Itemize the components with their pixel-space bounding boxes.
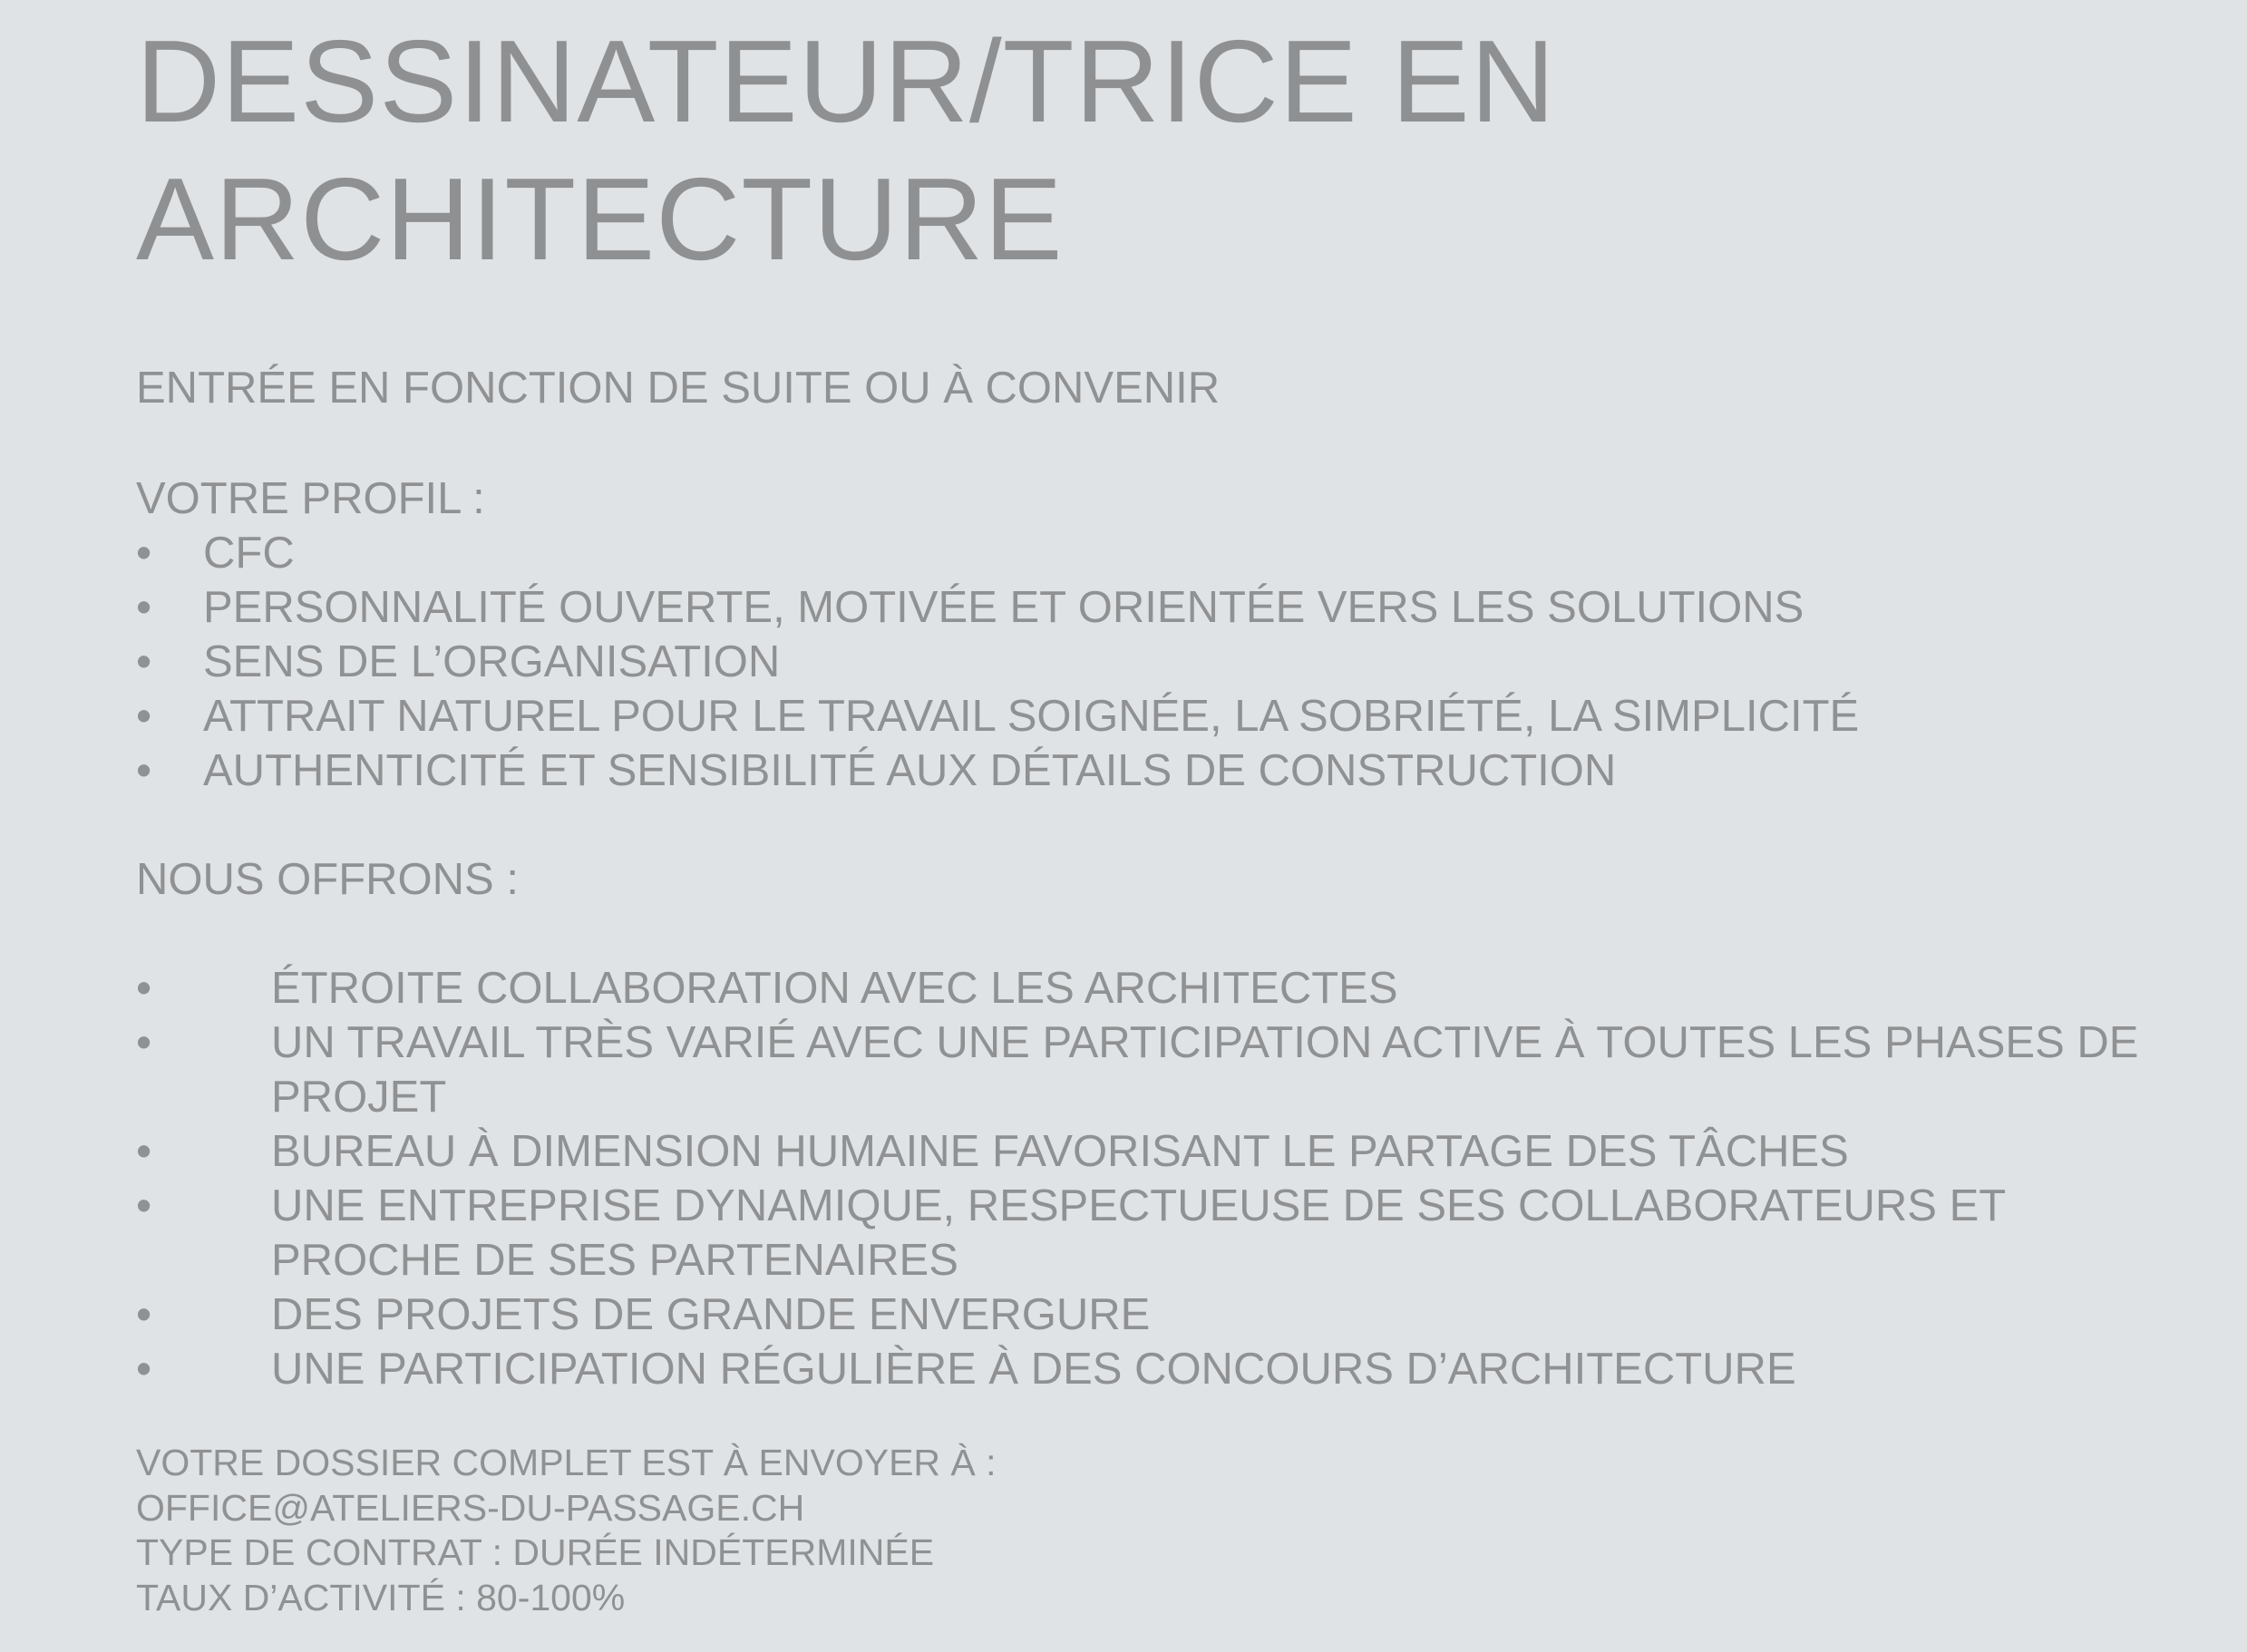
list-item-text: DES PROJETS DE GRANDE ENVERGURE — [271, 1290, 1151, 1339]
list-item-text: UN TRAVAIL TRÈS VARIÉ AVEC UNE PARTICIPATION ACTIVE À TOUTES LES PHASES DE PROJET — [271, 1018, 2139, 1122]
list-item-text: CFC — [203, 529, 295, 578]
page-title-line-2: ARCHITECTURE — [136, 154, 1064, 285]
start-date-text: ENTRÉE EN FONCTION DE SUITE OU À CONVENIR — [136, 364, 1221, 413]
bullet-icon: • — [136, 1181, 152, 1230]
list-item-text: AUTHENTICITÉ ET SENSIBILITÉ AUX DÉTAILS DE CONSTRUCTION — [203, 746, 1617, 795]
list-item — [136, 1179, 2203, 1288]
list-item — [136, 1124, 2203, 1179]
list-item — [136, 580, 1859, 635]
send-to-text: VOTRE DOSSIER COMPLET EST À ENVOYER À : — [136, 1442, 997, 1483]
list-item — [136, 1342, 2203, 1396]
offer-list — [136, 961, 2203, 1396]
bullet-icon: • — [136, 746, 152, 795]
bullet-icon: • — [136, 529, 152, 578]
list-item — [136, 743, 1859, 798]
activity-rate-text: TAUX D’ACTIVITÉ : 80-100% — [136, 1576, 626, 1618]
list-item — [136, 635, 1859, 689]
bullet-icon: • — [136, 964, 152, 1013]
page-title — [136, 13, 1556, 288]
application-footer — [136, 1441, 997, 1620]
bullet-icon: • — [136, 1290, 152, 1339]
email-link[interactable]: OFFICE@ATELIERS-DU-PASSAGE.CH — [136, 1486, 805, 1529]
bullet-icon: • — [136, 583, 152, 632]
list-item-text: SENS DE L’ORGANISATION — [203, 637, 781, 686]
bullet-icon: • — [136, 692, 152, 741]
contract-type-text: TYPE DE CONTRAT : DURÉE INDÉTERMINÉE — [136, 1531, 935, 1573]
list-item — [136, 526, 1859, 580]
list-item — [136, 961, 2203, 1015]
profile-list — [136, 526, 1859, 798]
list-item — [136, 1288, 2203, 1342]
list-item-text: ATTRAIT NATUREL POUR LE TRAVAIL SOIGNÉE, LA SOBRIÉTÉ, LA SIMPLICITÉ — [203, 692, 1860, 741]
bullet-icon: • — [136, 637, 152, 686]
page-title-line-1: DESSINATEUR/TRICE EN — [136, 16, 1556, 147]
list-item-text: PERSONNALITÉ OUVERTE, MOTIVÉE ET ORIENTÉE VERS LES SOLUTIONS — [203, 583, 1804, 632]
list-item-text: ÉTROITE COLLABORATION AVEC LES ARCHITECTES — [271, 964, 1398, 1013]
bullet-icon: • — [136, 1018, 152, 1067]
offer-heading: NOUS OFFRONS : — [136, 855, 519, 904]
list-item-text: UNE PARTICIPATION RÉGULIÈRE À DES CONCOURS D’ARCHITECTURE — [271, 1345, 1796, 1394]
list-item — [136, 1015, 2203, 1124]
profile-heading: VOTRE PROFIL : — [136, 474, 485, 523]
list-item-text: UNE ENTREPRISE DYNAMIQUE, RESPECTUEUSE DE SES COLLABORATEURS ET PROCHE DE SES PARTENAIRES — [271, 1181, 2006, 1285]
list-item-text: BUREAU À DIMENSION HUMAINE FAVORISANT LE PARTAGE DES TÂCHES — [271, 1127, 1849, 1176]
bullet-icon: • — [136, 1127, 152, 1176]
bullet-icon: • — [136, 1345, 152, 1394]
list-item — [136, 689, 1859, 743]
